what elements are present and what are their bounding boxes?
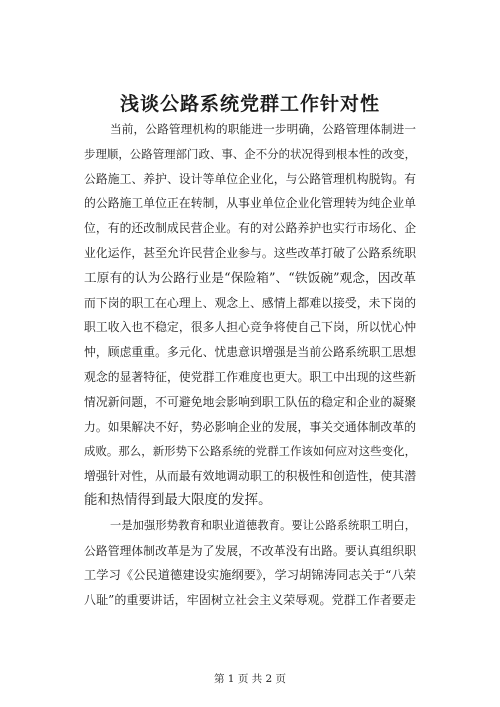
text-line: 一是加强形势教育和职业道德教育。要让公路系统职工明白，	[110, 518, 416, 532]
text-line: 增强针对性，从而最有效地调动职工的积极性和创造性，使其潜	[84, 469, 416, 484]
text-line: 步理顺，公路管理部门政、事、企不分的状况得到根本性的改变，	[84, 146, 416, 161]
text-line: 工原有的认为公路行业是“保险箱”、“铁饭碗”观念，因改革	[84, 269, 416, 285]
page-footer: 第 1 页 共 2 页	[213, 673, 287, 685]
text-line: 公路管理体制改革是为了发展，不改革没有出路。要认真组织职	[84, 543, 416, 558]
text-line: 能和热情得到最大限度的发挥。	[84, 492, 272, 508]
text-line: 的公路施工单位正在转制，从事业单位企业化管理转为纯企业单	[84, 196, 416, 211]
text-line: 公路施工、养护、设计等单位企业化，与公路管理机构脱钩。有	[84, 171, 416, 186]
text-line: 观念的显著特征，使党群工作难度也更大。职工中出现的这些新	[84, 369, 416, 384]
document-body	[84, 117, 416, 613]
text-line: 而下岗的职工在心理上、观念上、感情上都难以接受，未下岗的	[84, 295, 416, 310]
text-line: 成败。那么，新形势下公路系统的党群工作该如何应对这些变化，	[84, 444, 416, 459]
text-line: 忡，顾虑重重。多元化、忧患意识增强是当前公路系统职工思想	[84, 345, 416, 360]
text-line: 职工收入也不稳定，很多人担心竞争将使自己下岗，所以忧心忡	[84, 320, 416, 335]
text-line: 力。如果解决不好，势必影响企业的发展，事关交通体制改革的	[84, 419, 416, 434]
text-line: 当前，公路管理机构的职能进一步明确，公路管理体制进一	[110, 122, 416, 136]
text-line: 情况新问题，不可避免地会影响到职工队伍的稳定和企业的凝聚	[84, 394, 416, 409]
text-line: 八耻”的重要讲话，牢固树立社会主义荣辱观。党群工作者要走	[84, 593, 416, 608]
text-line: 位，有的还改制成民营企业。有的对公路养护也实行市场化、企	[84, 221, 416, 236]
text-line: 工学习《公民道德建设实施纲要》，学习胡锦涛同志关于“八荣	[84, 568, 416, 583]
text-line: 业化运作，甚至允许民营企业参与。这些改革打破了公路系统职	[84, 245, 416, 260]
document-title: 浅谈公路系统党群工作针对性	[119, 93, 380, 115]
